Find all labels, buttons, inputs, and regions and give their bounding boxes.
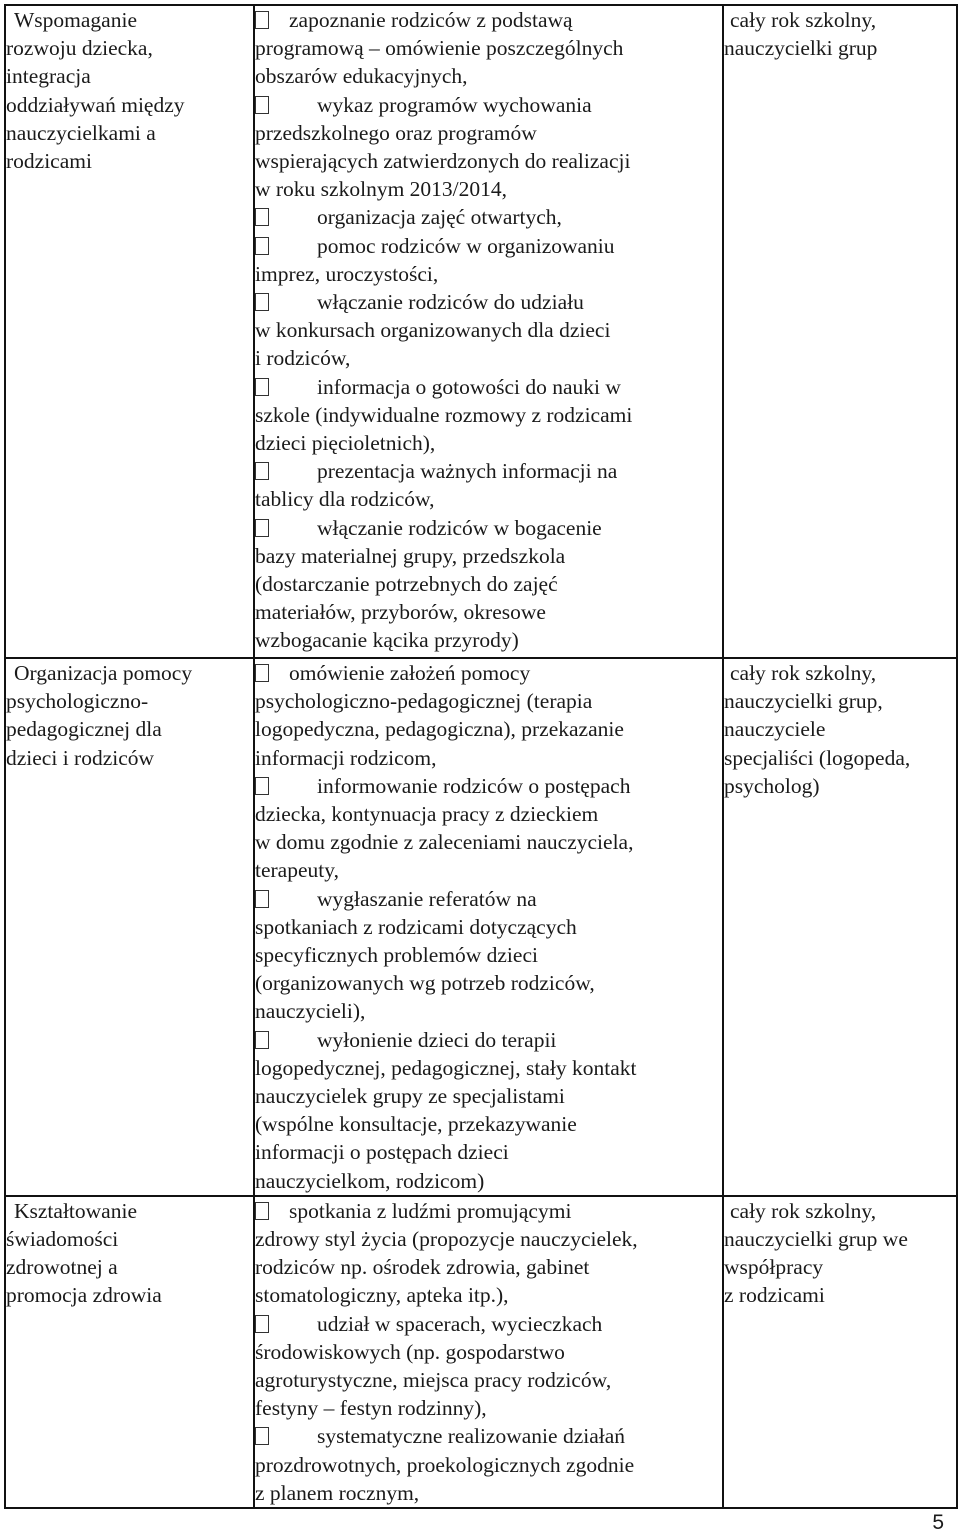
- list-item-text: nauczycielek grupy ze specjalistami: [255, 1084, 565, 1109]
- responsible-cell: [723, 5, 957, 658]
- list-item: [255, 514, 722, 655]
- table-row: [5, 5, 957, 658]
- list-item-line: [255, 62, 722, 90]
- area-text-line: rozwoju dziecka,: [6, 36, 153, 61]
- area-text-line: promocja zdrowia: [6, 1283, 162, 1308]
- bullet-box-icon: [255, 237, 269, 255]
- list-item-line: [255, 800, 722, 828]
- list-item-line: [255, 885, 722, 913]
- list-item-line: [255, 570, 722, 598]
- list-item: [255, 232, 722, 288]
- list-item-text: spotkania z ludźmi promującymi: [289, 1198, 572, 1223]
- list-item-line: [255, 34, 722, 62]
- bullet-box-icon: [255, 1315, 269, 1333]
- list-item-text: w domu zgodnie z zaleceniami nauczyciela,: [255, 830, 634, 855]
- list-item-line: [255, 1310, 722, 1338]
- list-item-text: dziecka, kontynuacja pracy z dzieckiem: [255, 802, 599, 827]
- list-item: [255, 203, 722, 231]
- list-item-text: środowiskowych (np. gospodarstwo: [255, 1339, 565, 1364]
- list-item-line: [255, 913, 722, 941]
- list-item-line: [255, 429, 722, 457]
- list-item-line: [255, 1366, 722, 1394]
- list-item-text: wspierających zatwierdzonych do realizacji: [255, 149, 631, 174]
- list-item: [255, 1310, 722, 1423]
- list-item-text: nauczycielkom, rodzicom): [255, 1168, 485, 1193]
- list-item-text: logopedycznej, pedagogicznej, stały kontakt: [255, 1055, 637, 1080]
- list-item-text: omówienie założeń pomocy: [289, 661, 531, 685]
- list-item-text: pomoc rodziców w organizowaniu: [317, 233, 615, 258]
- list-item-line: [255, 997, 722, 1025]
- bullet-box-icon: [255, 208, 269, 226]
- list-item-line: [255, 260, 722, 288]
- list-item-text: prezentacja ważnych informacji na: [317, 459, 618, 484]
- area-text-line: Wspomaganie: [14, 8, 137, 32]
- list-item-text: wyłonienie dzieci do terapii: [317, 1027, 557, 1052]
- responsible-text-line: nauczycielki grup we: [724, 1227, 908, 1252]
- area-cell: [5, 5, 254, 658]
- list-item-text: szkole (indywidualne rozmowy z rodzicami: [255, 402, 633, 427]
- list-item-line: [255, 969, 722, 997]
- area-text-line: świadomości: [6, 1227, 119, 1252]
- list-item-line: [255, 1394, 722, 1422]
- list-item-line: [255, 772, 722, 800]
- list-item-text: (organizowanych wg potrzeb rodziców,: [255, 971, 595, 996]
- list-item-text: dzieci pięcioletnich),: [255, 431, 436, 456]
- list-item-line: [255, 856, 722, 884]
- list-item-line: [255, 175, 722, 203]
- list-item-line: [255, 1167, 722, 1195]
- list-item-line: [255, 828, 722, 856]
- list-item-line: [255, 687, 722, 715]
- list-item-line: [255, 1054, 722, 1082]
- list-item-line: [255, 147, 722, 175]
- list-item-line: [255, 514, 722, 542]
- list-item-line: [255, 659, 722, 687]
- list-item-text: z planem rocznym,: [255, 1480, 420, 1505]
- table-row: [5, 658, 957, 1196]
- list-item-line: [255, 1479, 722, 1507]
- list-item-text: wygłaszanie referatów na: [317, 886, 537, 911]
- list-item-line: [255, 1338, 722, 1366]
- bullet-box-icon: [255, 664, 269, 682]
- list-item-line: [255, 715, 722, 743]
- list-item-text: stomatologiczny, apteka itp.),: [255, 1283, 509, 1308]
- list-item-line: [255, 1110, 722, 1138]
- list-item-text: włączanie rodziców w bogacenie: [317, 515, 602, 540]
- responsible-text-line: nauczyciele: [724, 717, 826, 742]
- list-item: [255, 1197, 722, 1310]
- responsible-text-line: z rodzicami: [724, 1283, 825, 1308]
- area-cell: [5, 1196, 254, 1508]
- area-text-line: oddziaływań między: [6, 92, 185, 117]
- list-item: [255, 288, 722, 373]
- list-item-text: terapeuty,: [255, 858, 339, 883]
- bullet-box-icon: [255, 11, 269, 29]
- list-item-text: udział w spacerach, wycieczkach: [317, 1311, 603, 1336]
- area-text-line: Kształtowanie: [14, 1198, 137, 1223]
- list-item: [255, 772, 722, 885]
- list-item-text: (wspólne konsultacje, przekazywanie: [255, 1112, 577, 1137]
- bullet-box-icon: [255, 293, 269, 311]
- list-item: [255, 885, 722, 1026]
- bullet-box-icon: [255, 96, 269, 114]
- responsible-cell: [723, 658, 957, 1196]
- responsible-cell: [723, 1196, 957, 1508]
- area-text-line: nauczycielkami a: [6, 120, 156, 145]
- list-item-line: [255, 1138, 722, 1166]
- list-item-line: [255, 344, 722, 372]
- area-text-line: psychologiczno-: [6, 689, 149, 714]
- list-item-text: obszarów edukacyjnych,: [255, 64, 468, 89]
- list-item-line: [255, 542, 722, 570]
- list-item-text: informacja o gotowości do nauki w: [317, 374, 621, 399]
- list-item-text: w roku szkolnym 2013/2014,: [255, 177, 508, 202]
- tasks-cell: [254, 5, 723, 658]
- list-item-line: [255, 91, 722, 119]
- list-item: [255, 1422, 722, 1507]
- list-item-line: [255, 744, 722, 772]
- list-item: [255, 659, 722, 772]
- list-item-text: organizacja zajęć otwartych,: [317, 205, 562, 230]
- list-item-text: w konkursach organizowanych dla dzieci: [255, 318, 611, 343]
- list-item-text: wzbogacanie kącika przyrody): [255, 628, 519, 653]
- list-item-text: imprez, uroczystości,: [255, 261, 439, 286]
- list-item-text: informacji o postępach dzieci: [255, 1140, 509, 1165]
- responsible-text-line: psycholog): [724, 773, 820, 798]
- list-item-line: [255, 1026, 722, 1054]
- area-text-line: zdrowotnej a: [6, 1255, 118, 1280]
- list-item-text: włączanie rodziców do udziału: [317, 290, 584, 315]
- list-item-line: [255, 1422, 722, 1450]
- area-text-line: rodzicami: [6, 149, 92, 174]
- list-item-text: prozdrowotnych, proekologicznych zgodnie: [255, 1452, 635, 1477]
- list-item-line: [255, 373, 722, 401]
- list-item-text: programową – omówienie poszczególnych: [255, 36, 624, 61]
- list-item-text: festyny – festyn rodzinny),: [255, 1396, 487, 1421]
- tasks-cell: [254, 658, 723, 1196]
- bullet-box-icon: [255, 519, 269, 537]
- list-item-line: [255, 1197, 722, 1225]
- list-item-line: [255, 485, 722, 513]
- plan-table-body: [5, 5, 957, 1508]
- list-item-line: [255, 232, 722, 260]
- area-text-line: dzieci i rodziców: [6, 745, 155, 770]
- list-item: [255, 6, 722, 91]
- tasks-cell: [254, 1196, 723, 1508]
- list-item: [255, 91, 722, 204]
- list-item-line: [255, 457, 722, 485]
- responsible-text-line: nauczycielki grup,: [724, 689, 883, 714]
- responsible-text-line: nauczycielki grup: [724, 36, 878, 61]
- plan-table: [4, 4, 958, 1509]
- list-item-line: [255, 1253, 722, 1281]
- bullet-box-icon: [255, 1031, 269, 1049]
- list-item-text: nauczycieli),: [255, 999, 366, 1024]
- list-item-text: specyficznych problemów dzieci: [255, 943, 538, 968]
- list-item-text: przedszkolnego oraz programów: [255, 120, 537, 145]
- table-row: [5, 1196, 957, 1508]
- list-item: [255, 457, 722, 513]
- list-item-line: [255, 288, 722, 316]
- list-item-text: psychologiczno-pedagogicznej (terapia: [255, 689, 593, 714]
- responsible-text-line: specjaliści (logopeda,: [724, 745, 911, 770]
- list-item-text: zdrowy styl życia (propozycje nauczycielek,: [255, 1227, 638, 1252]
- list-item-text: zapoznanie rodziców z podstawą: [289, 8, 573, 32]
- responsible-text-line: cały rok szkolny,: [730, 8, 877, 32]
- responsible-text-line: cały rok szkolny,: [730, 1198, 877, 1223]
- list-item-line: [255, 1281, 722, 1309]
- bullet-box-icon: [255, 890, 269, 908]
- list-item-line: [255, 6, 722, 34]
- list-item-text: logopedyczna, pedagogiczna), przekazanie: [255, 717, 624, 742]
- list-item-text: i rodziców,: [255, 346, 351, 371]
- list-item-line: [255, 598, 722, 626]
- bullet-box-icon: [255, 1202, 269, 1220]
- list-item-line: [255, 203, 722, 231]
- list-item-text: tablicy dla rodziców,: [255, 487, 435, 512]
- list-item-text: systematyczne realizowanie działań: [317, 1424, 626, 1449]
- list-item-line: [255, 1082, 722, 1110]
- bullet-box-icon: [255, 1427, 269, 1445]
- list-item-text: materiałów, przyborów, okresowe: [255, 600, 546, 625]
- list-item-text: (dostarczanie potrzebnych do zajęć: [255, 572, 558, 597]
- responsible-text-line: współpracy: [724, 1255, 824, 1280]
- list-item-text: wykaz programów wychowania: [317, 92, 592, 117]
- bullet-box-icon: [255, 462, 269, 480]
- list-item-text: informacji rodzicom,: [255, 745, 437, 770]
- list-item-text: spotkaniach z rodzicami dotyczących: [255, 914, 577, 939]
- list-item-line: [255, 1451, 722, 1479]
- list-item-text: informowanie rodziców o postępach: [317, 773, 631, 798]
- list-item-line: [255, 941, 722, 969]
- area-text-line: pedagogicznej dla: [6, 717, 162, 742]
- list-item-text: rodziców np. ośrodek zdrowia, gabinet: [255, 1255, 590, 1280]
- responsible-text-line: cały rok szkolny,: [730, 661, 877, 685]
- list-item-text: bazy materialnej grupy, przedszkola: [255, 543, 566, 568]
- list-item-line: [255, 1225, 722, 1253]
- list-item-text: agroturystyczne, miejsca pracy rodziców,: [255, 1368, 612, 1393]
- area-text-line: Organizacja pomocy: [14, 661, 193, 685]
- page-number: 5: [932, 1511, 944, 1534]
- list-item: [255, 1026, 722, 1195]
- list-item-line: [255, 626, 722, 654]
- area-text-line: integracja: [6, 64, 91, 89]
- bullet-box-icon: [255, 378, 269, 396]
- list-item-line: [255, 316, 722, 344]
- list-item: [255, 373, 722, 458]
- list-item-line: [255, 119, 722, 147]
- area-cell: [5, 658, 254, 1196]
- bullet-box-icon: [255, 777, 269, 795]
- list-item-line: [255, 401, 722, 429]
